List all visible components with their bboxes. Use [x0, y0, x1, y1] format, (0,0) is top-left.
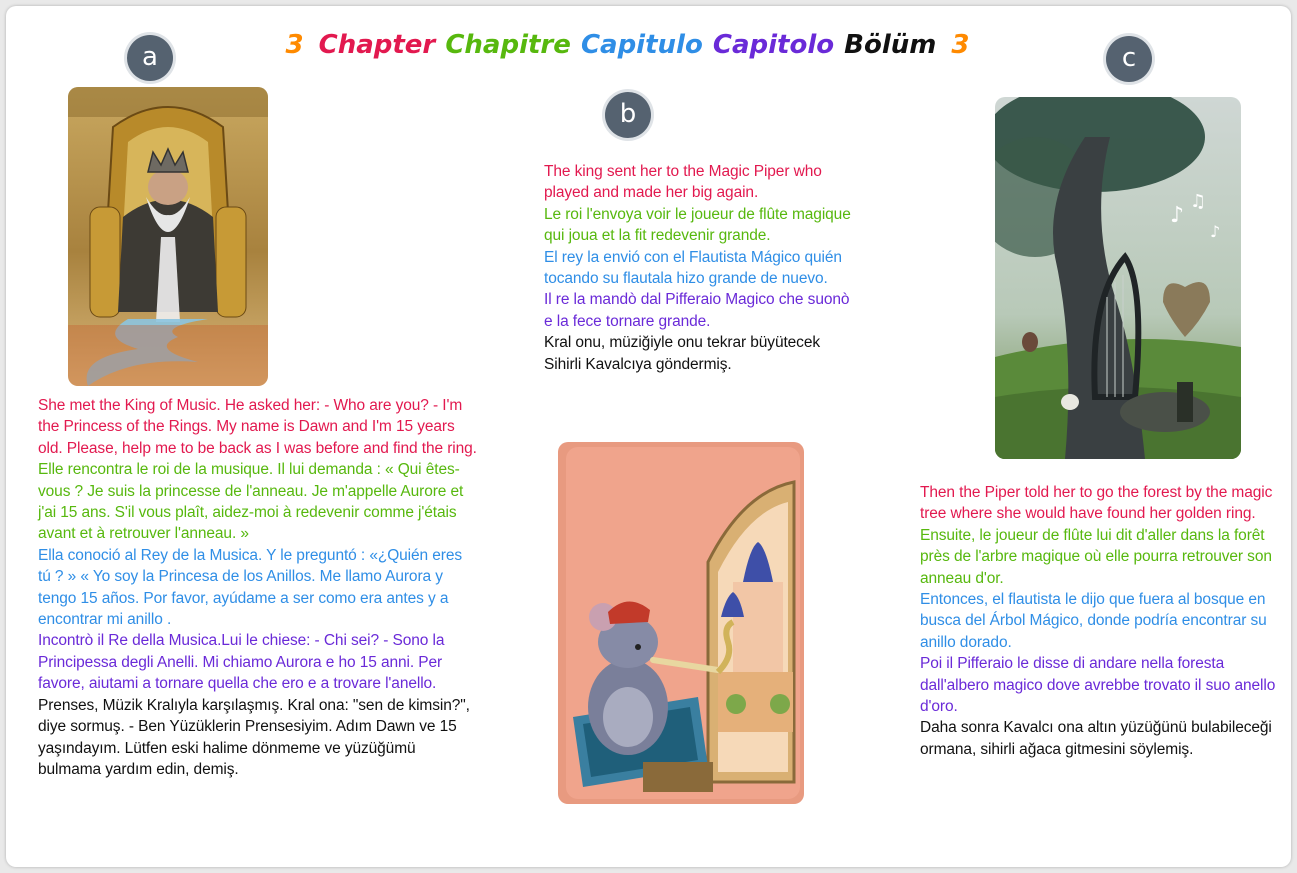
section-a-italian: Incontrò il Re della Musica.Lui le chiese: - Chi sei? - Sono la Principessa degli Anelli. Mi chiamo Aurora e ho 15 anni. Per favore, aiutami a tornare quella che ero e a trovare l'anello.	[38, 632, 445, 693]
section-c-turkish: Daha sonra Kavalcı ona altın yüzüğünü bulabileceği ormana, sihirli ağaca gitmesini söylemiş.	[920, 719, 1272, 758]
title-word-fr: Chapitre	[445, 30, 571, 60]
svg-text:♫: ♫	[1190, 191, 1207, 212]
title-word-tr: Bölüm	[844, 30, 937, 60]
magic-piper-card-image	[558, 442, 804, 804]
king-illustration	[68, 87, 268, 386]
section-b-english: The king sent her to the Magic Piper who played and made her big again.	[544, 163, 822, 202]
title-word-it: Capitolo	[712, 30, 835, 60]
section-a-turkish: Prenses, Müzik Kralıyla karşılaşmış. Kral ona: "sen de kimsin?", diye sormuş. - Ben Yüzüklerin Prensesiyim. Adım Dawn ve 15 yaşındayım. Lütfen eski halime dönmeme ve yüzüğümü bulmama yardım edin, demiş.	[38, 696, 470, 778]
chapter-number-left: 3	[285, 30, 304, 60]
section-c-spanish: Entonces, el flautista le dijo que fuera al bosque en busca del Árbol Mágico, donde podría encontrar su anillo dorado.	[920, 591, 1267, 651]
chapter-number-right: 3	[951, 30, 970, 60]
title-word-es: Capitulo	[580, 30, 703, 60]
section-b-text	[544, 161, 858, 375]
chapter-title	[0, 30, 1255, 60]
section-b-french: Le roi l'envoya voir le joueur de flûte magique qui joua et la fit redevenir grande.	[544, 205, 851, 245]
svg-text:♪: ♪	[1170, 203, 1185, 228]
piper-mouse-illustration	[558, 442, 804, 804]
section-b-turkish: Kral onu, müziğiyle onu tekrar büyütecek Sihirli Kavalcıya göndermiş.	[544, 334, 821, 373]
badge-a: a	[127, 35, 173, 81]
section-a-english: She met the King of Music. He asked her: - Who are you? - I'm the Princess of the Rings. My name is Dawn and I'm 15 years old. Please, help me to be back as I was before and find the ring.	[38, 397, 477, 457]
svg-text:♪: ♪	[1210, 222, 1221, 241]
magic-tree-illustration	[995, 97, 1241, 459]
section-b-italian: Il re la mandò dal Pifferaio Magico che suonò e la fece tornare grande.	[544, 291, 850, 330]
section-a-text	[38, 395, 478, 780]
magic-tree-card-image	[995, 97, 1241, 459]
section-c-french: Ensuite, le joueur de flûte lui dit d'aller dans la forêt près de l'arbre magique où elle pourra retrouver son anneau d'or.	[920, 526, 1272, 587]
section-a-french: Elle rencontra le roi de la musique. Il lui demanda : « Qui êtes-vous ? Je suis la princesse de l'anneau. Je m'appelle Aurore et j'ai 15 ans. S'il vous plaît, aidez-moi à redevenir comme j'étais avant et à retrouver l'anneau. »	[38, 461, 464, 543]
king-of-music-card-image	[68, 87, 268, 386]
section-c-italian: Poi il Pifferaio le disse di andare nella foresta dall'albero magico dove avrebbe trovato il suo anello d'oro.	[920, 655, 1276, 716]
section-c-text	[920, 482, 1280, 760]
section-a-spanish: Ella conoció al Rey de la Musica. Y le preguntó : «¿Quién eres tú ? » « Yo soy la Princesa de los Anillos. Me llamo Aurora y tengo 15 años. Por favor, ayúdame a ser como era antes y a encontrar mi anillo .	[38, 546, 463, 629]
badge-c: c	[1106, 36, 1152, 82]
badge-b: b	[605, 92, 651, 138]
title-word-en: Chapter	[318, 30, 436, 60]
section-c-english: Then the Piper told her to go the forest by the magic tree where she would have found her golden ring.	[920, 484, 1273, 523]
section-b-spanish: El rey la envió con el Flautista Mágico quién tocando su flautala hizo grande de nuevo.	[544, 248, 842, 288]
